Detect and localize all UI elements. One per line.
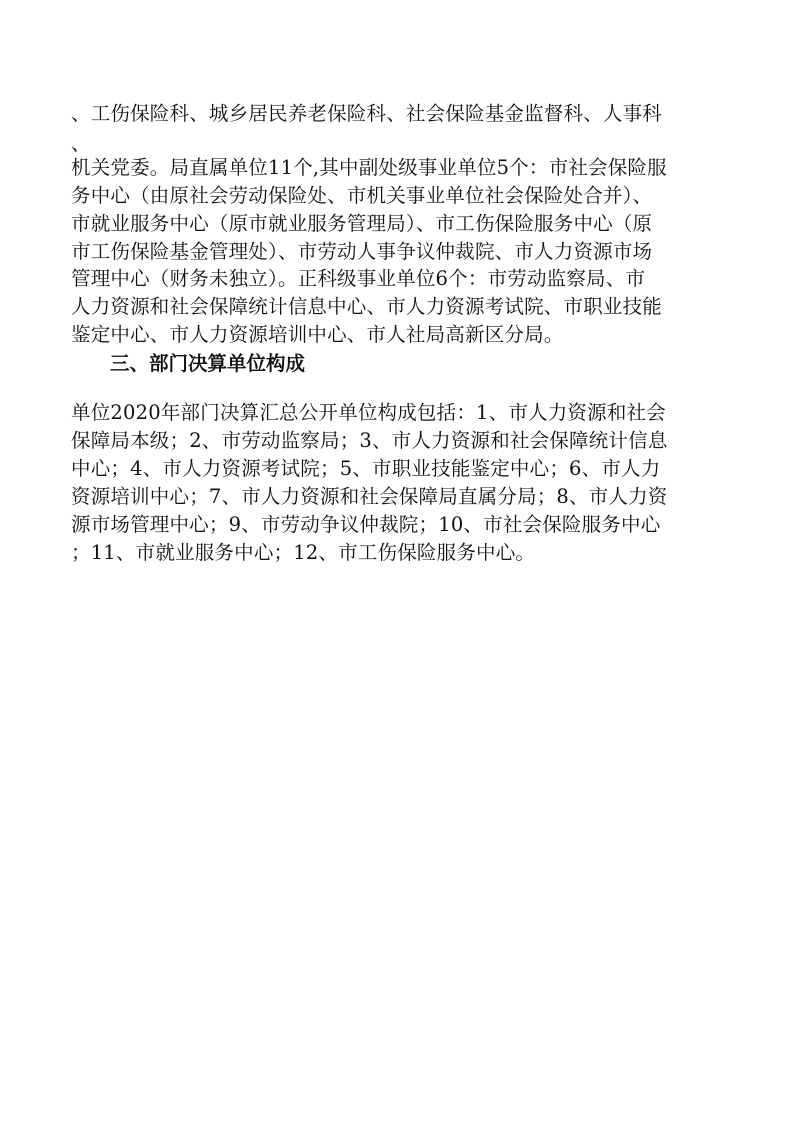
paragraph-2-line-3: 中心；4、市人力资源考试院；5、市职业技能鉴定中心；6、市人力 bbox=[71, 457, 661, 480]
paragraph-1-line-8: 人力资源和社会保障统计信息中心、市人力资源考试院、市职业技能 bbox=[71, 295, 663, 318]
paragraph-1-line-6: 市工伤保险基金管理处）、市劳动人事争议仲裁院、市人力资源市场 bbox=[71, 240, 653, 263]
section-3-heading: 三、部门决算单位构成 bbox=[110, 352, 306, 375]
paragraph-2-line-1: 单位2020年部门决算汇总公开单位构成包括：1、市人力资源和社会 bbox=[71, 401, 666, 424]
paragraph-1-line-3: 机关党委。局直属单位11个,其中副处级事业单位5个：市社会保险服 bbox=[71, 156, 667, 179]
paragraph-1-line-7: 管理中心（财务未独立）。正科级事业单位6个：市劳动监察局、市 bbox=[71, 267, 646, 290]
paragraph-1-line-4: 务中心（由原社会劳动保险处、市机关事业单位社会保险处合并）、 bbox=[71, 184, 653, 207]
paragraph-1-line-9: 鉴定中心、市人力资源培训中心、市人社局高新区分局。 bbox=[71, 323, 564, 346]
paragraph-1-line-5: 市就业服务中心（原市就业服务管理局）、市工伤保险服务中心（原 bbox=[71, 212, 653, 235]
paragraph-1-line-2: 、 bbox=[71, 132, 91, 155]
paragraph-1-line-1: 、工伤保险科、城乡居民养老保险科、社会保险基金监督科、人事科 bbox=[71, 102, 663, 125]
paragraph-2-line-5: 源市场管理中心；9、市劳动争议仲裁院；10、市社会保险服务中心 bbox=[71, 513, 661, 536]
paragraph-2-line-6: ；11、市就业服务中心；12、市工伤保险服务中心。 bbox=[71, 541, 536, 564]
paragraph-2-line-2: 保障局本级；2、市劳动监察局；3、市人力资源和社会保障统计信息 bbox=[71, 429, 668, 452]
paragraph-2-line-4: 资源培训中心；7、市人力资源和社会保障局直属分局；8、市人力资 bbox=[71, 485, 668, 508]
